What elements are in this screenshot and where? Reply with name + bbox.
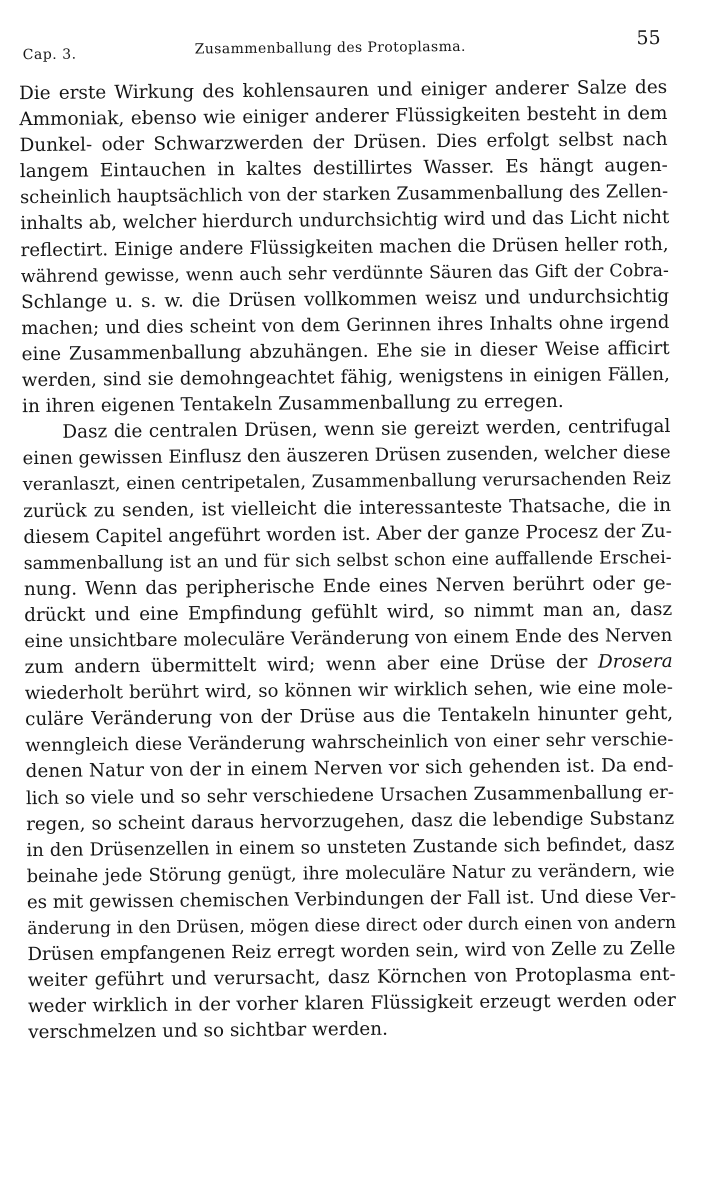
text-line: während gewisse, wenn auch sehr verdünnte Säuren das Gift der Cobra- (20, 260, 669, 287)
text-line: eine Zusammenballung abzuhängen. Ehe sie in dieser Weise afficirt (21, 337, 670, 366)
text-line: machen; und dies scheint von dem Gerinnen ihres Inhalts ohne irgend (21, 311, 670, 339)
text-line: eine unsichtbare moleculäre Veränderung von einem Ende des Nerven (24, 624, 673, 653)
body-text (19, 75, 676, 1047)
running-title: Zusammenballung des Protoplasma. (194, 38, 466, 58)
text-line: Dasz die centralen Drüsen, wenn sie gereizt werden, centrifugal (62, 416, 671, 443)
text-line: scheinlich hauptsächlich von der starken Zusammenballung des Zellen- (20, 181, 669, 209)
text-line: regen, so scheint daraus hervorzugehen, dasz die lebendige Substanz (26, 807, 675, 835)
text-line: diesem Capitel angeführt worden ist. Aber der ganze Procesz der Zu- (23, 520, 673, 548)
text-line: wenngleich diese Veränderung wahrscheinlich von einer sehr verschie- (25, 729, 674, 757)
text-line: Drüsen empfangenen Reiz erregt worden sein, wird von Zelle zu Zelle (27, 937, 676, 966)
text-line: werden, sind sie demohngeachtet fähig, wenigstens in einigen Fällen, (21, 363, 670, 392)
text-line: in ihren eigenen Tentakeln Zusammenballung zu erregen. (22, 391, 564, 418)
text-line: Schlange u. s. w. die Drüsen vollkommen weisz und undurchsichtig (21, 285, 670, 313)
text-line: weiter geführt und verursacht, dasz Körnchen von Protoplasma ent- (27, 964, 676, 992)
text-line: änderung in den Drüsen, mögen diese direct oder durch einen von andern (27, 912, 677, 940)
text-line: weder wirklich in der vorher klaren Flüssigkeit erzeugt werden oder (27, 990, 676, 1018)
text-line: denen Natur von der in einem Nerven vor sich gehenden ist. Da end- (25, 755, 674, 783)
chapter-label: Cap. 3. (22, 46, 77, 64)
text-line: verschmelzen und so sichtbar werden. (28, 1019, 389, 1044)
text-line: reflectirt. Einige andere Flüssigkeiten machen die Drüsen heller roth, (20, 233, 669, 261)
paragraph-1 (19, 75, 670, 420)
text-line: culäre Veränderung von der Drüse aus die Tentakeln hinunter geht, (25, 703, 674, 731)
text-line-drosera: zum andern übermittelt wird; wenn aber eine Drüse der Drosera (24, 650, 673, 679)
text-line: inhalts ab, welcher hierdurch undurchsichtig wird und das Licht nicht (20, 207, 670, 235)
page-header (23, 27, 663, 73)
text-line: Die erste Wirkung des kohlensauren und einiger anderer Salze des (19, 76, 668, 105)
text-line: wiederholt berührt wird, so können wir wirklich sehen, wie eine mole- (24, 677, 673, 705)
paragraph-2 (22, 414, 676, 1046)
text-line: lich so viele und so sehr verschiedene Ursachen Zusammenballung er- (25, 781, 674, 809)
text-line: nung. Wenn das peripherische Ende eines Nerven berührt oder ge- (23, 572, 672, 600)
text-line: zurück zu senden, ist vielleicht die interessanteste Thatsache, die in (23, 494, 672, 522)
text-line: es mit gewissen chemischen Verbindungen der Fall ist. Und diese Ver- (26, 885, 677, 914)
text-line: drückt und eine Empfindung gefühlt wird, so nimmt man an, dasz (24, 598, 673, 627)
text-line: Ammoniak, ebenso wie einiger anderer Flüssigkeiten besteht in dem (19, 103, 668, 131)
page-number: 55 (636, 26, 661, 50)
text-line: in den Drüsenzellen in einem so unsteten Zustande sich befindet, dasz (26, 833, 675, 861)
text-line: beinahe jede Störung genügt, ihre moleculäre Natur zu verändern, wie (26, 859, 675, 887)
text-line: einen gewissen Einflusz den äuszeren Drüsen zusenden, welcher diese (22, 442, 671, 470)
text-line: sammenballung ist an und für sich selbst schon eine auffallende Erschei- (23, 547, 672, 574)
text-line: langem Eintauchen in kaltes destillirtes Wasser. Es hängt augen- (19, 155, 668, 183)
text-line: Dunkel- oder Schwarzwerden der Drüsen. Dies erfolgt selbst nach (19, 129, 668, 157)
text-line: veranlaszt, einen centripetalen, Zusammenballung verursachenden Reiz (22, 469, 671, 496)
